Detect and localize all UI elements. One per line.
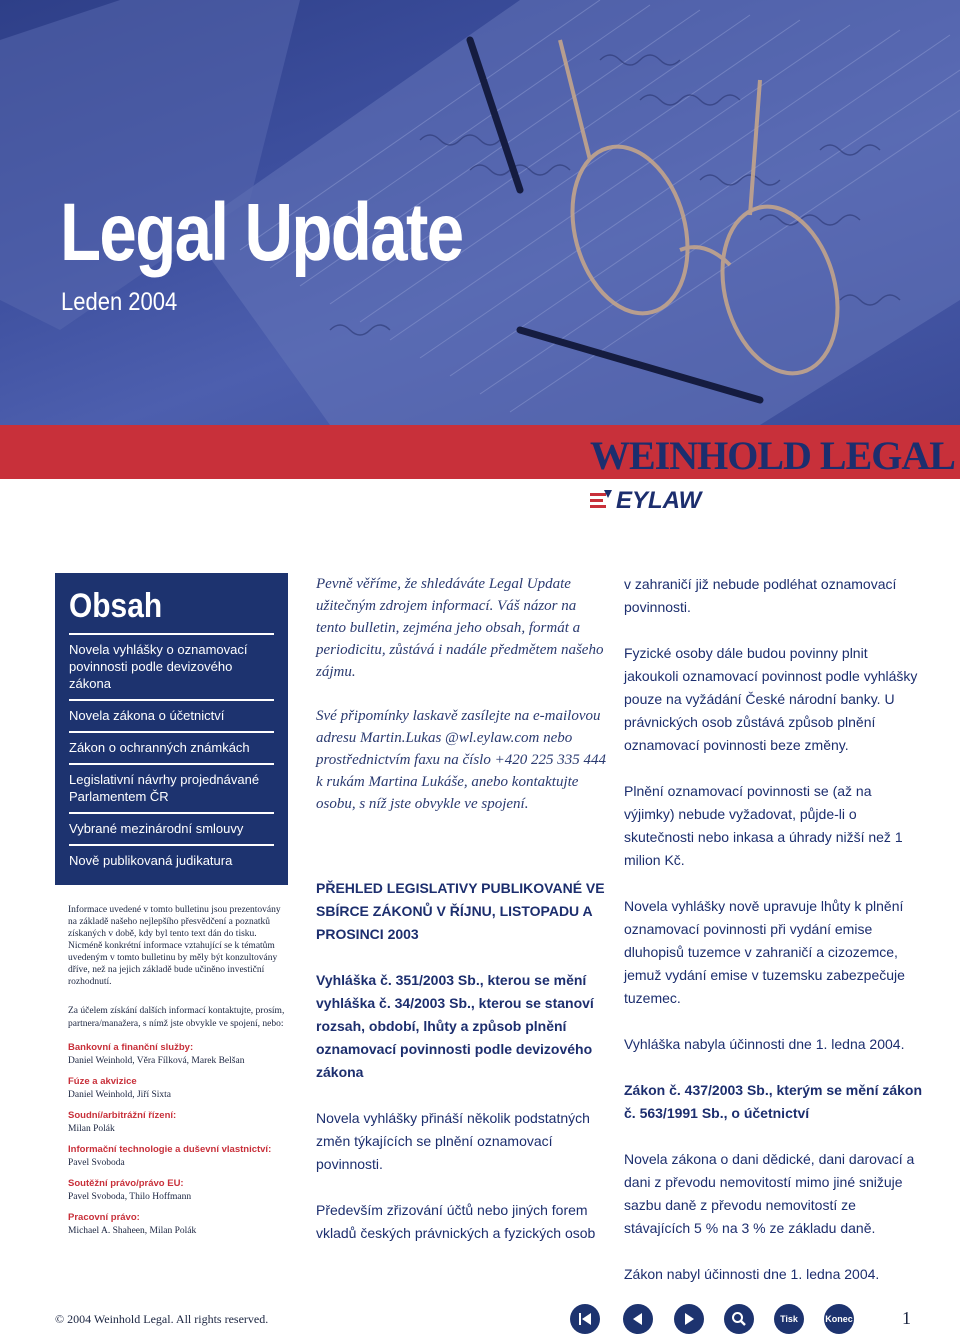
paragraph: Především zřizování účtů nebo jiných forem vkladů českých právnických a fyzických osob bbox=[316, 1202, 596, 1241]
hero-banner bbox=[0, 0, 960, 425]
print-button[interactable]: Tisk bbox=[774, 1304, 804, 1334]
paragraph: Novela zákona o dani dědické, dani darovací a dani z převodu nemovitostí mimo jiné snižuje sazbu daně z převodu nemovitostí ze stávajících 5 % na 3 % ze základu daně. bbox=[624, 1151, 915, 1236]
table-of-contents bbox=[55, 573, 288, 885]
paragraph: Fyzické osoby dále budou povinny plnit jakoukoli oznamovací povinnost podle vyhlášky pouze na vyžádání České národní banky. U právnických osob zůstává způsob plnění oznamovací povinnosti beze změny. bbox=[624, 645, 918, 753]
next-page-button[interactable] bbox=[674, 1304, 704, 1334]
toc-item[interactable]: Zákon o ochranných známkách bbox=[69, 731, 274, 763]
contact-group bbox=[68, 1076, 288, 1101]
toc-item[interactable]: Novela zákona o účetnictví bbox=[69, 699, 274, 731]
contact-group-heading: Fúze a akvizice bbox=[68, 1076, 137, 1087]
contacts-intro: Za účelem získání dalších informací kontaktujte, prosím, partnera/manažera, s nímž jste obvykle ve spojení, nebo: bbox=[68, 1006, 285, 1029]
paragraph: v zahraničí již nebude podléhat oznamovací povinnosti. bbox=[624, 576, 897, 615]
intro-contact-paragraph: Své připomínky laskavě zasílejte na e-mailovou adresu Martin.Lukas @wl.eylaw.com nebo prostřednictvím faxu na číslo +420 225 335 444 k rukám Martina Lukáše, anebo kontaktujte osobu, s níž jste obvykle ve spojení. bbox=[316, 708, 606, 812]
page-number: 1 bbox=[902, 1308, 911, 1328]
law-heading: Zákon č. 437/2003 Sb., kterým se mění zákon č. 563/1991 Sb., o účetnictví bbox=[624, 1082, 923, 1121]
contact-group bbox=[68, 1178, 288, 1203]
contact-group bbox=[68, 1110, 288, 1135]
paragraph: Zákon nabyl účinnosti dne 1. ledna 2004. bbox=[624, 1266, 880, 1282]
contact-group-heading: Bankovní a finanční služby: bbox=[68, 1042, 194, 1053]
contact-group-heading: Pracovní právo: bbox=[68, 1212, 140, 1223]
right-column bbox=[624, 573, 924, 1286]
firm-logo: WEINHOLD LEGAL bbox=[590, 433, 955, 478]
paragraph: Vyhláška nabyla účinnosti dne 1. ledna 2004. bbox=[624, 1036, 905, 1052]
contact-names: Pavel Svoboda bbox=[68, 1157, 125, 1168]
previous-page-icon bbox=[630, 1311, 646, 1327]
first-page-button[interactable] bbox=[570, 1304, 600, 1334]
contact-names: Daniel Weinhold, Věra Fílková, Marek Belšan bbox=[68, 1055, 245, 1066]
page-title: Legal Update bbox=[60, 187, 463, 278]
contact-group bbox=[68, 1144, 288, 1169]
contact-group-heading: Soutěžní právo/právo EU: bbox=[68, 1178, 184, 1189]
previous-page-button[interactable] bbox=[623, 1304, 653, 1334]
contact-names: Daniel Weinhold, Jiří Sixta bbox=[68, 1089, 172, 1100]
toc-item[interactable]: Novela vyhlášky o oznamovací povinnosti podle devizového zákona bbox=[69, 633, 274, 699]
issue-date: Leden 2004 bbox=[61, 288, 178, 316]
contact-group-heading: Informační technologie a duševní vlastnictví: bbox=[68, 1144, 272, 1155]
contact-names: Michael A. Shaheen, Milan Polák bbox=[68, 1225, 197, 1236]
paragraph: Plnění oznamovací povinnosti se (až na výjimky) nebude vyžadovat, půjde-li o skutečnosti nebo inkasa a úhrady nižší než 1 milion Kč. bbox=[624, 783, 903, 868]
toc-item[interactable]: Nově publikovaná judikatura bbox=[69, 844, 274, 876]
contact-names: Pavel Svoboda, Thilo Hoffmann bbox=[68, 1191, 192, 1202]
disclaimer bbox=[68, 904, 283, 1000]
paragraph: Novela vyhlášky přináší několik podstatných změn týkajících se plnění oznamovací povinnosti. bbox=[316, 1110, 590, 1172]
contact-group bbox=[68, 1042, 288, 1067]
disclaimer-text: Informace uvedené v tomto bulletinu jsou prezentovány na základě našeho nejlepšího přesvědčení a poznatků získaných v době, kdy byl tento text dán do tisku. Nicméně konkrétní informace vztahující se k tématům uvedeným v tomto bulletinu by měly být konzultovány dříve, než na jejich základě bude učiněno investiční rozhodnutí. bbox=[68, 905, 281, 987]
toc-title: Obsah bbox=[69, 587, 163, 625]
search-icon bbox=[731, 1311, 747, 1327]
first-page-icon bbox=[577, 1311, 593, 1327]
exit-button[interactable]: Konec bbox=[824, 1304, 854, 1334]
toc-item[interactable]: Legislativní návrhy projednávané Parlamentem ČR bbox=[69, 763, 274, 812]
toc-item[interactable]: Vybrané mezinárodní smlouvy bbox=[69, 812, 274, 844]
contact-group bbox=[68, 1212, 288, 1237]
section-heading: PŘEHLED LEGISLATIVY PUBLIKOVANÉ VE SBÍRCE ZÁKONŮ V ŘÍJNU, LISTOPADU A PROSINCI 2003 bbox=[316, 880, 605, 942]
toc-list bbox=[69, 633, 274, 876]
intro-paragraph: Pevně věříme, že shledáváte Legal Update užitečným zdrojem informací. Váš názor na tento bulletin, zejména jeho obsah, formát a periodicitu, zůstává i nadále předmětem našeho zájmu. bbox=[316, 576, 604, 680]
contact-group-heading: Soudní/arbitrážní řízení: bbox=[68, 1110, 177, 1121]
contacts bbox=[68, 1005, 288, 1246]
network-logo bbox=[590, 487, 701, 515]
search-button[interactable] bbox=[724, 1304, 754, 1334]
network-logo-text: EYLAW bbox=[616, 487, 702, 514]
middle-column bbox=[316, 573, 608, 1245]
contact-names: Milan Polák bbox=[68, 1123, 115, 1134]
next-page-icon bbox=[681, 1311, 697, 1327]
ey-logo-icon bbox=[590, 490, 612, 512]
paragraph: Novela vyhlášky nově upravuje lhůty k plnění oznamovací povinnosti při vydání emise dluhopisů tuzemce v zahraničí a cizozemce, jemuž vydání emise v tuzemsku zabezpečuje tuzemec. bbox=[624, 898, 905, 1006]
law-heading: Vyhláška č. 351/2003 Sb., kterou se mění vyhláška č. 34/2003 Sb., kterou se stanoví rozsah, období, lhůty a způsob plnění oznamovací povinnosti podle devizového zákona bbox=[316, 972, 594, 1080]
copyright: © 2004 Weinhold Legal. All rights reserved. bbox=[55, 1312, 269, 1326]
